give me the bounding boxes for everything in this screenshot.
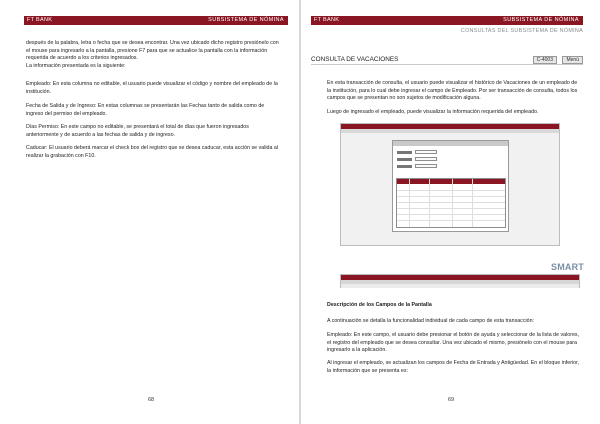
- menu-label: Menú: [562, 56, 583, 64]
- screenshot-status-bar: [341, 284, 579, 288]
- form-title-bar: [393, 141, 508, 146]
- description-title: Descripción de los Campos de la Pantalla: [327, 302, 432, 308]
- brand-label: FT BANK: [314, 17, 340, 23]
- paragraph: Empleado: En este campo, el usuario debe presionar el botón de ayuda y seleccionar de la lista de valores, el registro del empleado que se desea consultar. Una vez ubicado el mismo, presiónelo con el mouse para ingresarlo a la aplicación.: [327, 332, 580, 354]
- grid-line: [429, 179, 430, 227]
- screenshot-toolbar: [341, 129, 559, 133]
- grid-line: [397, 196, 505, 197]
- section-title: CONSULTA DE VACACIONES: [311, 56, 399, 63]
- form-field: [415, 157, 437, 161]
- form-field: [415, 150, 437, 154]
- screenshot-grid: [396, 178, 506, 228]
- grid-line: [397, 190, 505, 191]
- paragraph: A continuación se detalla la funcionalidad individual de cada campo de esta transacción:: [327, 318, 535, 324]
- application-toolbar-screenshot: [340, 274, 580, 288]
- sub-header: CONSULTAS DEL SUBSISTEMA DE NÓMINA: [460, 28, 583, 34]
- grid-header: [397, 179, 505, 184]
- paragraph: Fecha de Salida y de Ingreso: En estas columnas se presentarán las Fechas tanto de salida como de ingreso del permiso del empleado.: [26, 103, 265, 117]
- brand-label: FT BANK: [27, 17, 53, 23]
- form-field: [415, 164, 437, 168]
- grid-line: [397, 220, 505, 221]
- paragraph: Empleado: En esta columna no editable, el usuario puede visualizar el código y nombre del empleado de la institución.: [26, 81, 278, 95]
- grid-line: [409, 179, 410, 227]
- form-label: [397, 151, 412, 154]
- grid-line: [452, 179, 453, 227]
- screenshot-form: [392, 140, 509, 232]
- left-page: [0, 0, 299, 424]
- header-title: SUBSISTEMA DE NÓMINA: [208, 17, 284, 23]
- paragraph: Caducar: El usuario deberá marcar el check box del registro que se desea caducar, esta acción se valida al realizar la grabación con F10.: [26, 145, 279, 159]
- grid-line: [472, 179, 473, 227]
- paragraph: La información presentada es la siguiente:: [26, 63, 126, 69]
- grid-line: [397, 202, 505, 203]
- page-header-bar: [311, 16, 583, 25]
- form-label: [397, 158, 412, 161]
- transaction-code: C-4003: [533, 56, 557, 64]
- smart-logo: SMART: [551, 262, 584, 272]
- form-label: [397, 165, 412, 168]
- grid-line: [397, 214, 505, 215]
- grid-line: [397, 208, 505, 209]
- application-screenshot: [340, 123, 560, 246]
- section-title-bar: [311, 55, 583, 65]
- paragraph: Luego de ingresado el empleado, puede visualizar la información requerida del empleado.: [327, 109, 539, 115]
- paragraph: Al ingresar el empleado, se actualizan los campos de Fecha de Entrada y Antigüedad. En el bloque inferior, la información que se presenta es:: [327, 360, 580, 374]
- page-header-bar: [24, 16, 288, 25]
- page-number: 68: [148, 397, 155, 403]
- paragraph: En esta transacción de consulta, el usuario puede visualizar el histórico de Vacaciones de un empleado de la institución, para lo cual debe ingresar el campo de Empleado. Por ser transacción de consulta, todos los campos que se presentan no son sujetos de modificación alguna.: [327, 80, 578, 102]
- paragraph: después de la palabra, letra o fecha que se desea encontrar. Una vez ubicado dicho registro presiónelo con el mouse para ingresarlo a la pantalla, presione F7 para que se actualice la pantalla con la información requerida de acuerdo a los criterios ingresados.: [26, 40, 279, 62]
- header-title: SUBSISTEMA DE NÓMINA: [503, 17, 579, 23]
- paragraph: Días Permiso: En este campo no editable, se presentará el total de días que fueron ingresados anteriormente y de acuerdo a las fechas de salida y de ingreso.: [26, 124, 249, 138]
- page-number: 69: [448, 397, 455, 403]
